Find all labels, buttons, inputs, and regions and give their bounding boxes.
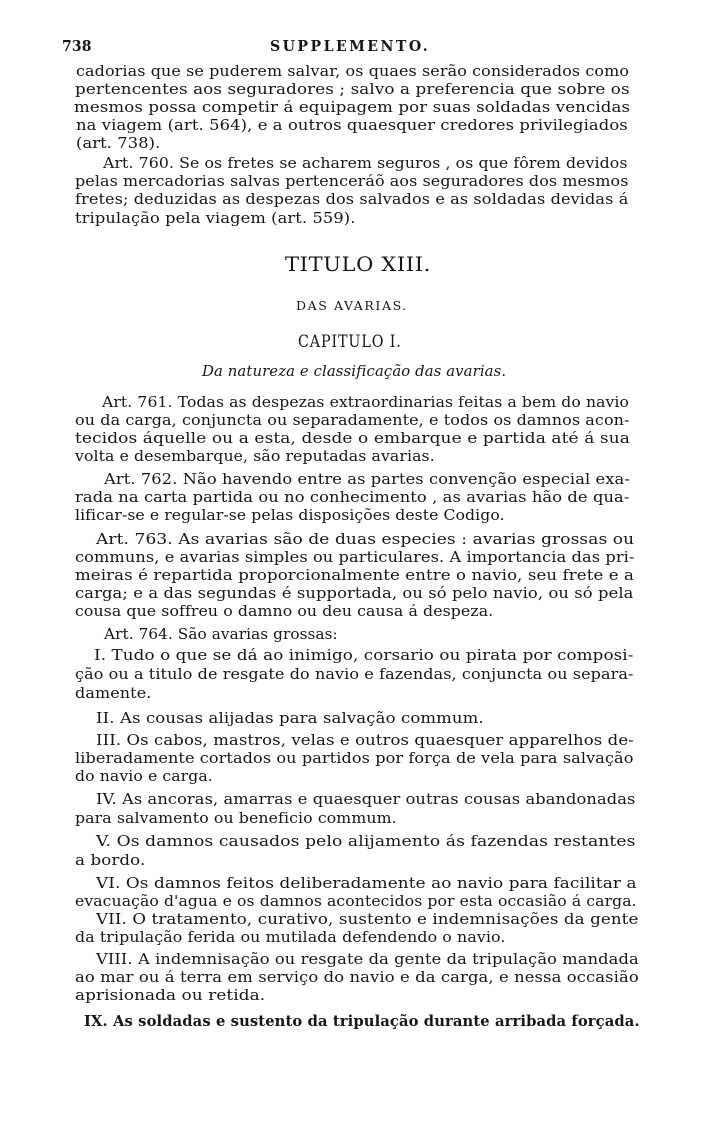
item-vii-line: VII. O tratamento, curativo, sustento e indemnisações da gente bbox=[96, 912, 639, 928]
body-line: para salvamento ou beneficio commum. bbox=[75, 811, 397, 827]
body-line: tecidos áquelle ou a esta, desde o embarque e partida até á sua bbox=[75, 431, 630, 447]
body-line: lificar-se e regular-se pelas disposições deste Codigo. bbox=[75, 508, 505, 524]
chapter-heading: CAPITULO I. bbox=[298, 332, 402, 351]
body-line: rada na carta partida ou no conhecimento , as avarias hão de qua- bbox=[75, 490, 630, 506]
body-line: mesmos possa competir á equipagem por suas soldadas vencidas bbox=[74, 100, 631, 116]
body-line: cousa que soffreu o damno ou deu causa á despeza. bbox=[75, 604, 494, 620]
body-line: fretes; deduzidas as despezas dos salvados e as soldadas devidas á bbox=[75, 192, 629, 208]
body-line: volta e desembarque, são reputadas avarias. bbox=[75, 449, 435, 465]
body-line: na viagem (art. 564), e a outros quaesquer credores privilegiados bbox=[76, 118, 628, 134]
item-viii-line: VIII. A indemnisação ou resgate da gente da tripulação mandada bbox=[96, 952, 639, 968]
running-title: SUPPLEMENTO. bbox=[270, 38, 431, 55]
body-line: meiras é repartida proporcionalmente entre o navio, seu frete e a bbox=[75, 568, 635, 584]
body-line: cadorias que se puderem salvar, os quaes serão considerados como bbox=[76, 64, 630, 80]
item-ix-line: IX. As soldadas e sustento da tripulação durante arribada forçada. bbox=[84, 1013, 640, 1030]
item-vi-line: VI. Os damnos feitos deliberadamente ao navio para facilitar a bbox=[96, 876, 637, 892]
title-subheading: DAS AVARIAS. bbox=[296, 298, 408, 313]
item-v-line: V. Os damnos causados pelo alijamento ás fazendas restantes bbox=[96, 834, 636, 850]
body-line: da tripulação ferida ou mutilada defendendo o navio. bbox=[75, 930, 506, 946]
item-i-line: I. Tudo o que se dá ao inimigo, corsario ou pirata por composi- bbox=[94, 648, 634, 664]
body-line: aprisionada ou retida. bbox=[75, 988, 266, 1004]
article-763-line: Art. 763. As avarias são de duas especies : avarias grossas ou bbox=[96, 532, 635, 548]
body-line: ção ou a titulo de resgate do navio e fazendas, conjuncta ou separa- bbox=[75, 667, 634, 683]
body-line: pelas mercadorias salvas pertenceráõ aos seguradores dos mesmos bbox=[75, 174, 629, 190]
article-764-line: Art. 764. São avarias grossas: bbox=[104, 627, 338, 643]
body-line: ao mar ou á terra em serviço do navio e da carga, e nessa occasião bbox=[75, 970, 639, 986]
body-line: do navio e carga. bbox=[75, 769, 213, 785]
body-line: ou da carga, conjuncta ou separadamente, e todos os damnos acon- bbox=[75, 413, 630, 429]
body-line: damente. bbox=[75, 686, 152, 702]
chapter-subtitle: Da natureza e classificação das avarias. bbox=[202, 364, 507, 380]
body-line: tripulação pela viagem (art. 559). bbox=[75, 211, 356, 227]
body-line: carga; e a das segundas é supportada, ou só pelo navio, ou só pela bbox=[75, 586, 634, 602]
item-iv-line: IV. As ancoras, amarras e quaesquer outras cousas abandonadas bbox=[96, 792, 636, 808]
body-line: a bordo. bbox=[75, 853, 146, 869]
page-number: 738 bbox=[62, 38, 92, 55]
item-iii-line: III. Os cabos, mastros, velas e outros quaesquer apparelhos de- bbox=[96, 733, 634, 749]
article-760-line: Art. 760. Se os fretes se acharem seguros , os que fôrem devidos bbox=[103, 156, 628, 172]
article-762-line: Art. 762. Não havendo entre as partes convenção especial exa- bbox=[104, 472, 630, 488]
body-line: evacuação d'agua e os damnos acontecidos por esta occasião á carga. bbox=[75, 894, 637, 910]
body-line: pertencentes aos seguradores ; salvo a preferencia que sobre os bbox=[75, 82, 630, 98]
body-line: (art. 738). bbox=[76, 136, 161, 152]
body-line: communs, e avarias simples ou particulares. A importancia das pri- bbox=[75, 550, 635, 566]
article-761-line: Art. 761. Todas as despezas extraordinarias feitas a bem do navio bbox=[102, 395, 630, 411]
item-ii-line: II. As cousas alijadas para salvação commum. bbox=[96, 711, 484, 727]
title-heading: TITULO XIII. bbox=[285, 252, 431, 276]
body-line: liberadamente cortados ou partidos por força de vela para salvação bbox=[75, 751, 634, 767]
